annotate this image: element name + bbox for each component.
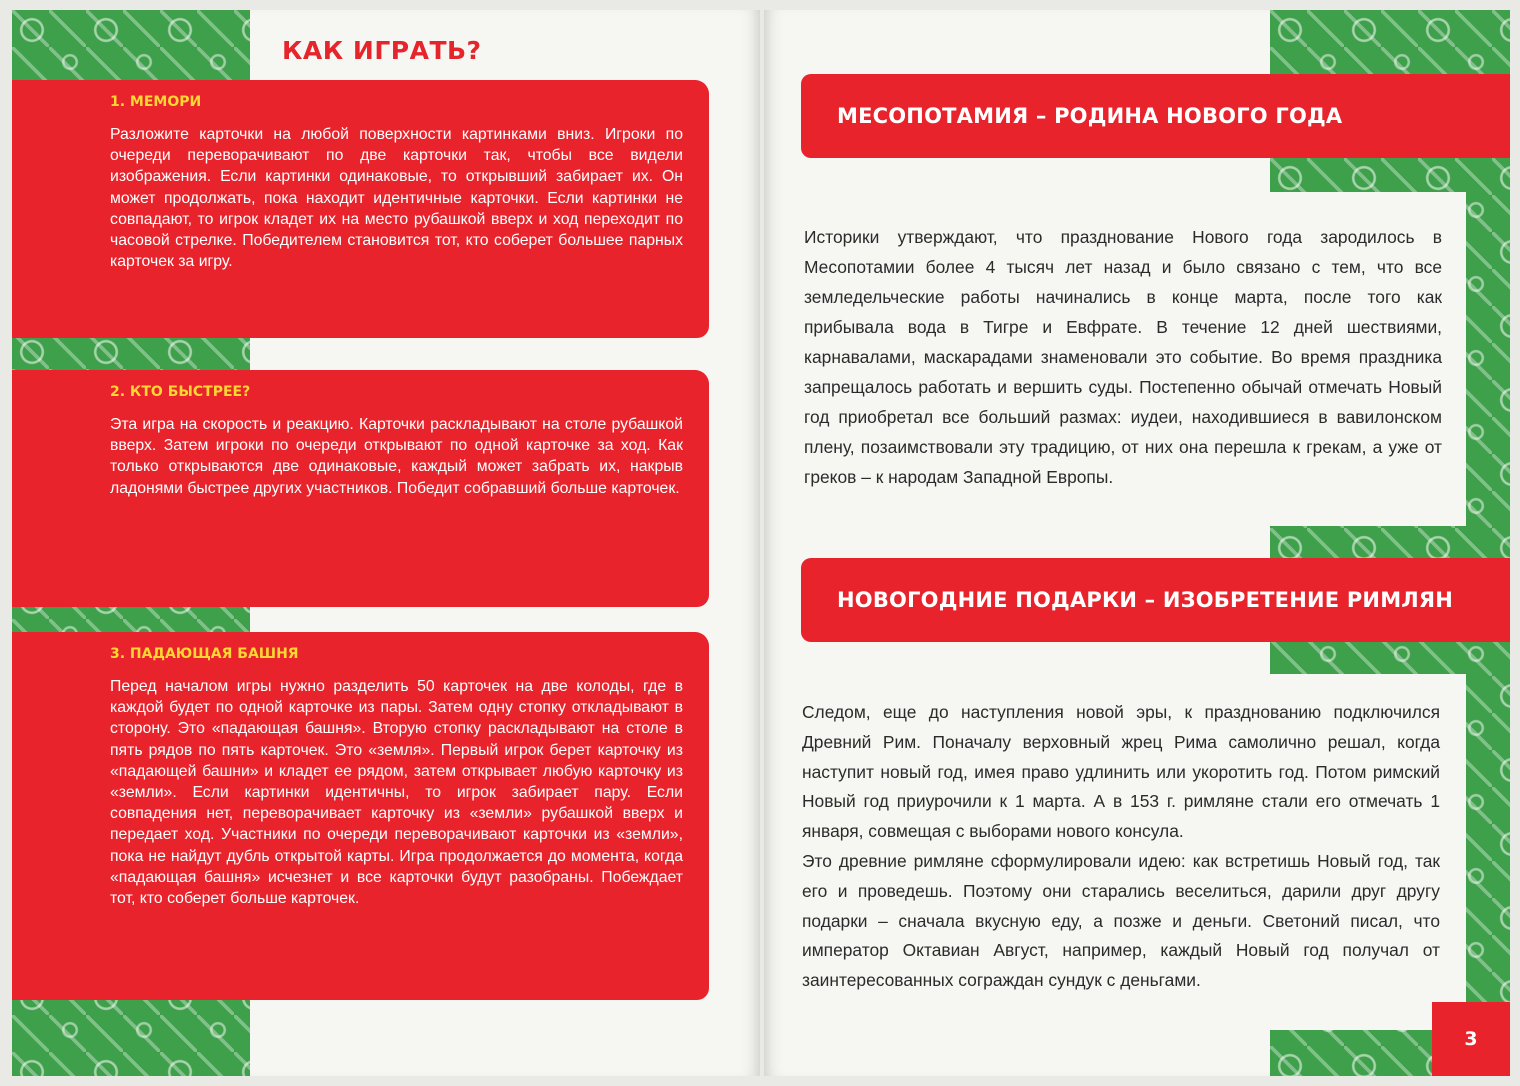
section-body-mesopotamia [792,192,1466,526]
section-header-roman-gifts [801,558,1510,642]
game-card-who-faster [12,370,709,607]
game-card-memory [12,80,709,338]
game-heading: 3. ПАДАЮЩАЯ БАШНЯ [110,646,299,662]
game-card-falling-tower [12,632,709,1000]
section-text-2: Это древние римляне сформулировали идею: как встретишь Новый год, так его и проведешь. Поэтому они старались веселиться, дарили друг другу подарки – сначала вкусную еду, а позже и деньги. Светоний писал, что император Октавиан Август, например, каждый Новый год получал от заинтересованных сограждан сундук с деньгами. [802,850,1440,991]
game-text: Перед началом игры нужно разделить 50 карточек на две колоды, где в каждой будет по одной карточке из пары. Затем одну стопку откладывают в сторону. Это «падающая башня». Вторую стопку раскладывают на столе в пять рядов по пять карточек. Это «земля». Первый игрок берет карточку из «падающей башни» и кладет ее рядом, затем открывает любую карточку из «земли». Если картинки идентичны, то игрок забирает пару. Если совпадения нет, переворачивает карточку из «земли» рубашкой вверх и передает ход. Участники по очереди переворачивают карточки из «земли», пока не найдут дубль открытой карты. Игра продолжается до момента, когда «падающая башня» исчезнет и все карточки будут разобраны. Побеждает тот, кто соберет больше карточек. [110,678,683,908]
section-body-roman-gifts [792,674,1466,1030]
left-page [12,10,760,1076]
page-title: КАК ИГРАТЬ? [282,36,482,65]
section-heading: МЕСОПОТАМИЯ – РОДИНА НОВОГО ГОДА [837,104,1343,128]
game-text: Эта игра на скорость и реакцию. Карточки раскладывают на столе рубашкой вверх. Затем игроки по очереди открывают по одной карточке за ход. Как только открываются две одинаковые, каждый может забрать их, накрыв ладонями быстрее других участников. Победит собравший больше карточек. [110,416,683,497]
game-text: Разложите карточки на любой поверхности картинками вниз. Игроки по очереди переворачивают по две карточки так, чтобы все видели изображения. Если картинки одинаковые, то открывший забирает их. Он может продолжать, пока находит идентичные карточки. Если картинки не совпадают, то игрок кладет их на место рубашкой вверх и ход переходит по часовой стрелке. Победителем становится тот, кто соберет большее парных карточек за игру. [110,126,683,271]
right-page [764,10,1510,1076]
section-text: Историки утверждают, что празднование Нового года зародилось в Месопотамии более 4 тысяч лет назад и было связано с тем, что все земледельческие работы начинались в конце марта, после того как прибывала вода в Тигре и Евфрате. В течение 12 дней шествиями, карнавалами, маскарадами знаменовали это событие. Во время праздника запрещалось работать и вершить суды. Постепенно обычай отмечать Новый год приобретал все больший размах: иудеи, находившиеся в вавилонском плену, позаимствовали эту традицию, от них она перешла к грекам, а уже от греков – к народам Западной Европы. [804,227,1442,487]
section-header-mesopotamia [801,74,1510,158]
game-heading: 1. МЕМОРИ [110,94,202,110]
page-number: 3 [1432,1002,1510,1076]
section-text: Следом, еще до наступления новой эры, к празднованию подключился Древний Рим. Поначалу верховный жрец Рима самолично решал, когда наступит новый год, имея право удлинить или укоротить год. Потом римский Новый год приурочили к 1 марта. А в 153 г. римляне стали его отмечать 1 января, совмещая с выборами нового консула. [802,702,1440,842]
game-heading: 2. КТО БЫСТРЕЕ? [110,384,251,400]
section-heading: НОВОГОДНИЕ ПОДАРКИ – ИЗОБРЕТЕНИЕ РИМЛЯН [837,588,1454,612]
